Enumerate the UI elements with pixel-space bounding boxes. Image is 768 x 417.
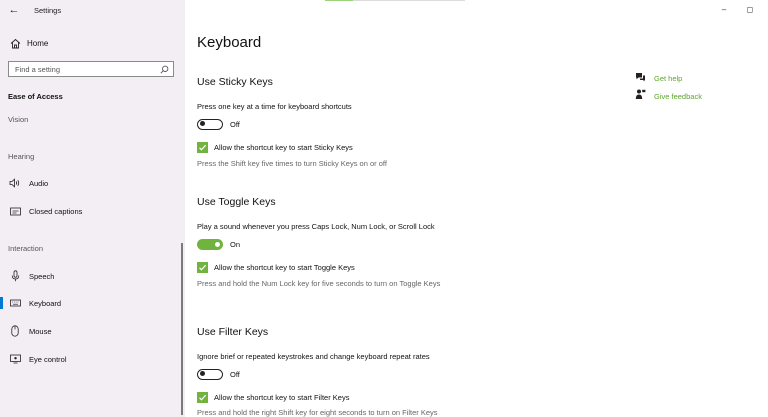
keyboard-icon [8, 296, 22, 310]
back-arrow-icon: ← [8, 4, 20, 16]
sticky-keys-toggle-row [197, 117, 240, 131]
back-button[interactable] [0, 0, 28, 20]
sidebar [0, 0, 185, 417]
filter-keys-heading: Use Filter Keys [197, 326, 269, 338]
captions-icon [8, 204, 22, 218]
sidebar-item-label: Eye control [29, 354, 67, 364]
sidebar-item-closed-captions[interactable] [0, 201, 185, 221]
sticky-keys-shortcut-row [197, 140, 353, 154]
sidebar-item-label: Closed captions [29, 206, 83, 216]
sidebar-item-keyboard[interactable] [0, 293, 185, 313]
sidebar-item-audio[interactable] [0, 173, 185, 193]
sticky-keys-toggle[interactable] [197, 119, 223, 130]
search-box[interactable] [8, 61, 174, 77]
restore-icon: ◻ [746, 4, 754, 14]
title-bar [0, 0, 185, 20]
checkmark-icon [198, 143, 207, 152]
sidebar-item-mouse[interactable] [0, 321, 185, 341]
toggle-keys-shortcut-label: Allow the shortcut key to start Toggle Keys [214, 262, 355, 272]
filter-keys-shortcut-label: Allow the shortcut key to start Filter Keys [214, 392, 350, 402]
toggle-keys-hint: Press and hold the Num Lock key for five seconds to turn on Toggle Keys [197, 279, 441, 288]
sticky-keys-shortcut-checkbox[interactable] [197, 142, 208, 153]
toggle-keys-description: Play a sound whenever you press Caps Lock, Num Lock, or Scroll Lock [197, 222, 435, 231]
give-feedback-label: Give feedback [654, 91, 702, 101]
toggle-keys-shortcut-row [197, 260, 355, 274]
sticky-keys-description: Press one key at a time for keyboard shortcuts [197, 102, 352, 111]
toggle-keys-toggle-state: On [230, 239, 241, 249]
give-feedback-link[interactable] [635, 89, 702, 103]
home-icon [8, 36, 22, 50]
app-title: Settings [34, 5, 62, 15]
microphone-icon [8, 269, 22, 283]
filter-keys-description: Ignore brief or repeated keystrokes and change keyboard repeat rates [197, 352, 430, 361]
section-title: Ease of Access [8, 92, 63, 101]
sidebar-item-label: Speech [29, 271, 55, 281]
page-title: Keyboard [197, 34, 262, 51]
toggle-keys-toggle[interactable] [197, 239, 223, 250]
sticky-keys-toggle-state: Off [230, 119, 240, 129]
search-input[interactable] [9, 62, 157, 76]
sticky-keys-hint: Press the Shift key five times to turn Sticky Keys on or off [197, 159, 387, 168]
checkmark-icon [198, 263, 207, 272]
sticky-keys-shortcut-label: Allow the shortcut key to start Sticky Keys [214, 142, 353, 152]
eye-control-icon [8, 352, 22, 366]
nav-home[interactable] [0, 33, 185, 53]
sidebar-scrollbar[interactable] [181, 243, 183, 415]
filter-keys-hint: Press and hold the right Shift key for eight seconds to turn on Filter Keys [197, 408, 438, 417]
filter-keys-shortcut-row [197, 390, 349, 404]
minimize-icon: – [721, 4, 727, 14]
get-help-icon [635, 69, 646, 87]
group-label-interaction: Interaction [8, 244, 44, 253]
sidebar-item-eye-control[interactable] [0, 349, 185, 369]
filter-keys-toggle-state: Off [230, 369, 240, 379]
search-icon[interactable] [157, 62, 171, 76]
filter-keys-toggle-row [197, 367, 240, 381]
sticky-keys-heading: Use Sticky Keys [197, 76, 273, 88]
group-label-vision: Vision [8, 115, 29, 124]
mouse-icon [8, 324, 22, 338]
checkmark-icon [198, 393, 207, 402]
get-help-link[interactable] [635, 71, 682, 85]
group-label-hearing: Hearing [8, 152, 35, 161]
sidebar-item-speech[interactable] [0, 266, 185, 286]
nav-home-label: Home [27, 38, 49, 48]
toggle-keys-shortcut-checkbox[interactable] [197, 262, 208, 273]
toggle-keys-heading: Use Toggle Keys [197, 196, 276, 208]
toggle-keys-toggle-row [197, 237, 240, 251]
feedback-icon [635, 87, 646, 105]
get-help-label: Get help [654, 73, 683, 83]
sidebar-item-label: Audio [29, 178, 49, 188]
speaker-icon [8, 176, 22, 190]
main-content [185, 0, 768, 417]
sidebar-item-label: Mouse [29, 326, 52, 336]
filter-keys-shortcut-checkbox[interactable] [197, 392, 208, 403]
filter-keys-toggle[interactable] [197, 369, 223, 380]
sidebar-item-label: Keyboard [29, 298, 62, 308]
